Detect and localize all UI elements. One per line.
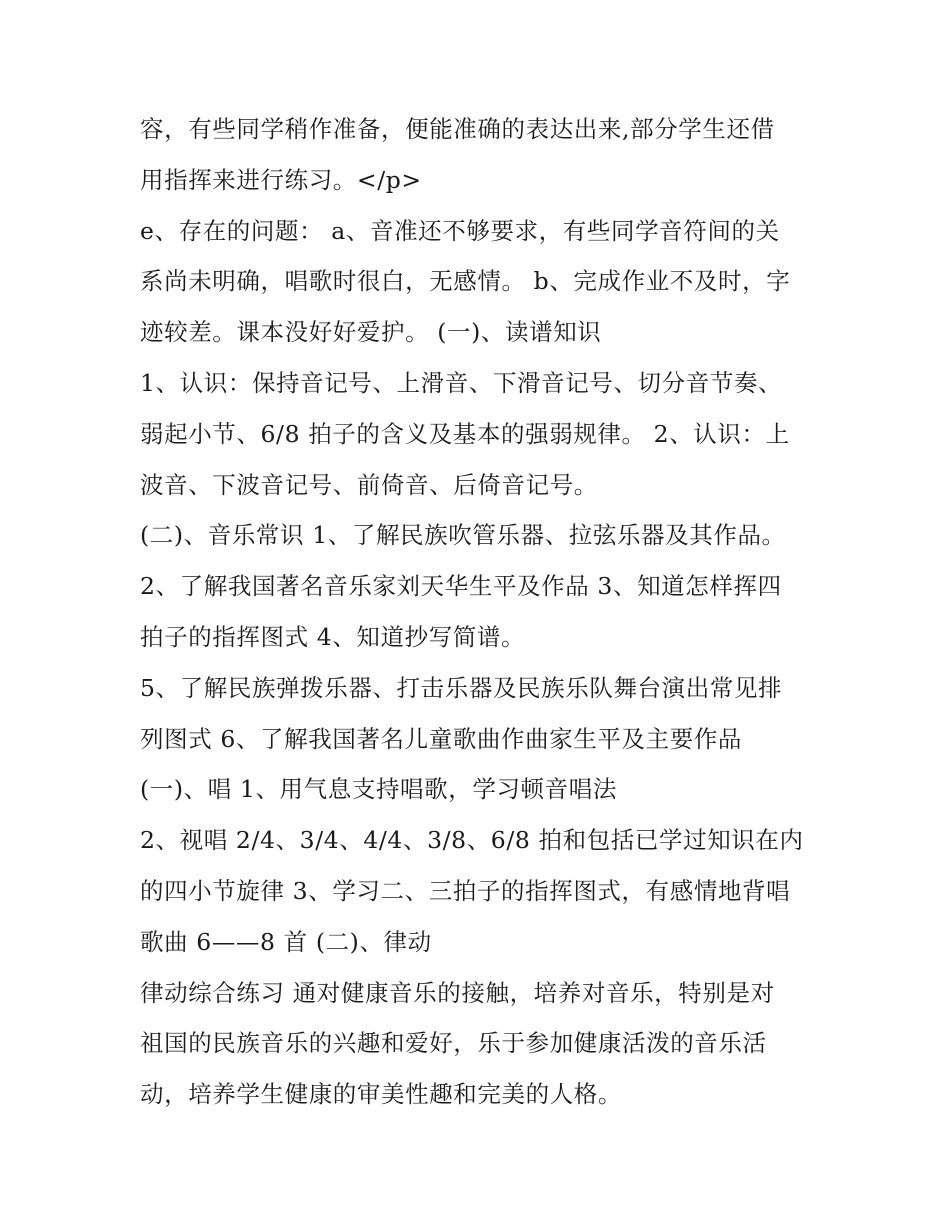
text-line: 2、了解我国著名音乐家刘天华生平及作品 3、知道怎样挥四 — [140, 572, 782, 601]
text-line: 列图式 6、了解我国著名儿童歌曲作曲家生平及主要作品 — [140, 724, 743, 753]
text-line: 祖国的民族音乐的兴趣和爱好，乐于参加健康活泼的音乐活 — [140, 1029, 767, 1058]
text-line: 歌曲 6——8 首 (二)、律动 — [140, 927, 432, 956]
document-body — [140, 104, 820, 1120]
text-line: 动，培养学生健康的审美性趣和完美的人格。 — [140, 1080, 622, 1109]
text-line: 2、视唱 2/4、3/4、4/4、3/8、6/8 拍和包括已学过知识在内 — [140, 826, 804, 855]
text-line: 容，有些同学稍作准备，便能准确的表达出来,部分学生还借 — [140, 115, 775, 143]
text-line: 的四小节旋律 3、学习二、三拍子的指挥图式，有感情地背唱 — [140, 876, 791, 905]
text-line: 律动综合练习 通对健康音乐的接触，培养对音乐，特别是对 — [140, 978, 775, 1007]
text-line: 迹较差。课本没好好爱护。 (一)、读谱知识 — [140, 318, 602, 347]
text-line: 系尚未明确，唱歌时很白，无感情。 b、完成作业不及时，字 — [140, 267, 791, 296]
text-line: 1、认识：保持音记号、上滑音、下滑音记号、切分音节奏、 — [140, 368, 783, 397]
text-line: 拍子的指挥图式 4、知道抄写简谱。 — [140, 622, 526, 651]
text-line: (二)、音乐常识 1、了解民族吹管乐器、拉弦乐器及其作品。 — [140, 521, 786, 550]
text-line: e、存在的问题： a、音准还不够要求，有些同学音符间的关 — [140, 216, 780, 245]
text-line: 用指挥来进行练习。</p> — [140, 165, 422, 194]
text-line: 弱起小节、6/8 拍子的含义及基本的强弱规律。 2、认识：上 — [140, 419, 790, 448]
text-line: 波音、下波音记号、前倚音、后倚音记号。 — [140, 470, 598, 499]
text-line: (一)、唱 1、用气息支持唱歌，学习顿音唱法 — [140, 775, 617, 804]
text-line: 5、了解民族弹拨乐器、打击乐器及民族乐队舞台演出常见排 — [140, 673, 783, 702]
